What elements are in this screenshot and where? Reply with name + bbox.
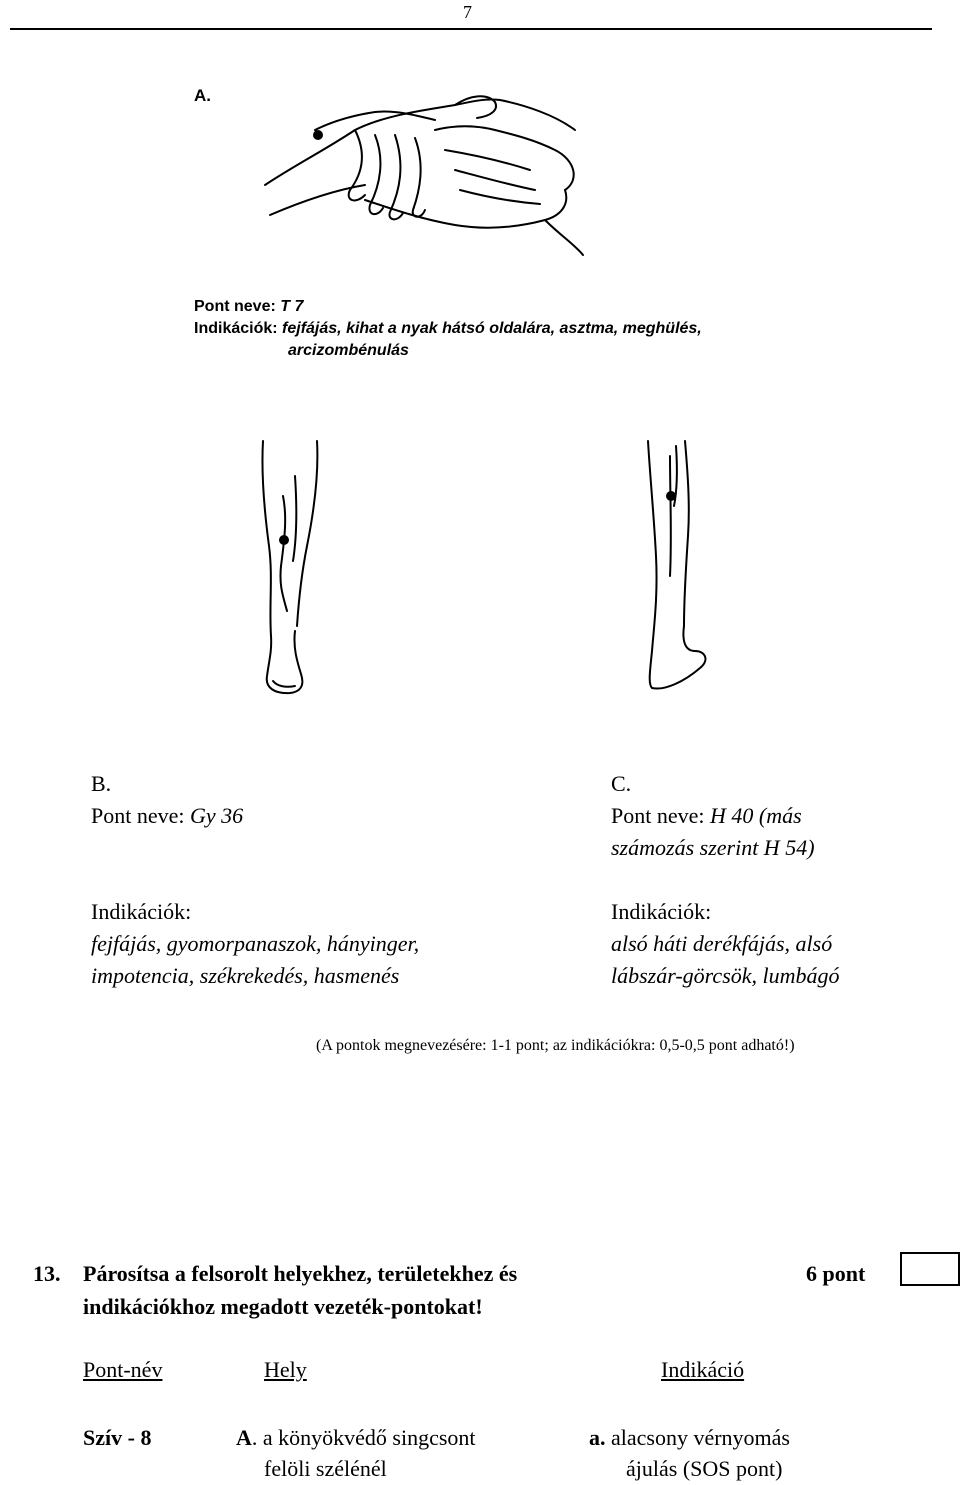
- figure-a-label: A.: [194, 86, 211, 105]
- question-title-line2: indikációkhoz megadott vezeték-pontokat!: [83, 1294, 483, 1319]
- figure-b-point-label: Pont neve:: [91, 803, 185, 828]
- question-title-line1: Párosítsa a felsorolt helyekhez, területekhez és: [83, 1261, 518, 1286]
- row-indication: [589, 1422, 919, 1484]
- column-header-place: Hely: [264, 1357, 307, 1382]
- row-place-line2: felöli szélénél: [264, 1456, 387, 1481]
- row-indication-line2: ájulás (SOS pont): [626, 1456, 783, 1481]
- figure-c-indications-line2: lábszár-görcsök, lumbágó: [611, 963, 840, 988]
- figure-b-indications-label: Indikációk:: [91, 899, 192, 924]
- column-header-name: Pont-név: [83, 1357, 163, 1382]
- figure-c-point-label: Pont neve:: [611, 803, 705, 828]
- figure-b-point-name: Gy 36: [190, 803, 244, 828]
- figure-c-indications-label: Indikációk:: [611, 899, 712, 924]
- figure-a-indications-line2: arcizombénulás: [288, 342, 409, 359]
- row-name: Szív - 8: [83, 1425, 152, 1450]
- leg-front-illustration: [255, 436, 335, 701]
- header-rule: [10, 28, 932, 30]
- figure-b-label: B.: [91, 771, 112, 796]
- figure-a-point-name: T 7: [280, 298, 304, 315]
- hands-illustration: [255, 90, 585, 260]
- row-indication-line1: alacsony vérnyomás: [605, 1425, 790, 1450]
- score-box[interactable]: [900, 1252, 960, 1286]
- question-number: 13.: [33, 1261, 61, 1286]
- page-number: 7: [463, 2, 472, 22]
- figure-b-indications-line2: impotencia, székrekedés, hasmenés: [91, 963, 400, 988]
- figure-c-point-name-line1: H 40 (más: [710, 803, 802, 828]
- figure-a-point-label: Pont neve:: [194, 298, 276, 315]
- figure-a-caption: [194, 296, 794, 362]
- row-indication-letter: a.: [589, 1425, 606, 1450]
- question-points: 6 pont: [806, 1261, 866, 1286]
- figure-c-label: C.: [611, 771, 632, 796]
- row-place-line1: . a könyökvédő singcsont: [251, 1425, 476, 1450]
- figure-a-indications-label: Indikációk:: [194, 320, 278, 337]
- column-header-indication: Indikáció: [661, 1357, 745, 1382]
- figure-b-indications-line1: fejfájás, gyomorpanaszok, hányinger,: [91, 931, 420, 956]
- figure-a-indications-line1: fejfájás, kihat a nyak hátsó oldalára, asztma, meghülés,: [282, 320, 702, 337]
- row-place-letter: A: [236, 1425, 252, 1450]
- leg-side-illustration: [640, 436, 740, 696]
- figure-c-block: [611, 768, 951, 992]
- row-place: [236, 1422, 566, 1484]
- scoring-note: (A pontok megnevezésére: 1-1 pont; az indikációkra: 0,5-0,5 pont adható!): [316, 1037, 795, 1054]
- figure-c-indications-line1: alsó háti derékfájás, alsó: [611, 931, 833, 956]
- figure-b-block: [91, 768, 591, 992]
- figure-c-point-name-line2: számozás szerint H 54): [611, 835, 815, 860]
- question-title: [83, 1257, 703, 1323]
